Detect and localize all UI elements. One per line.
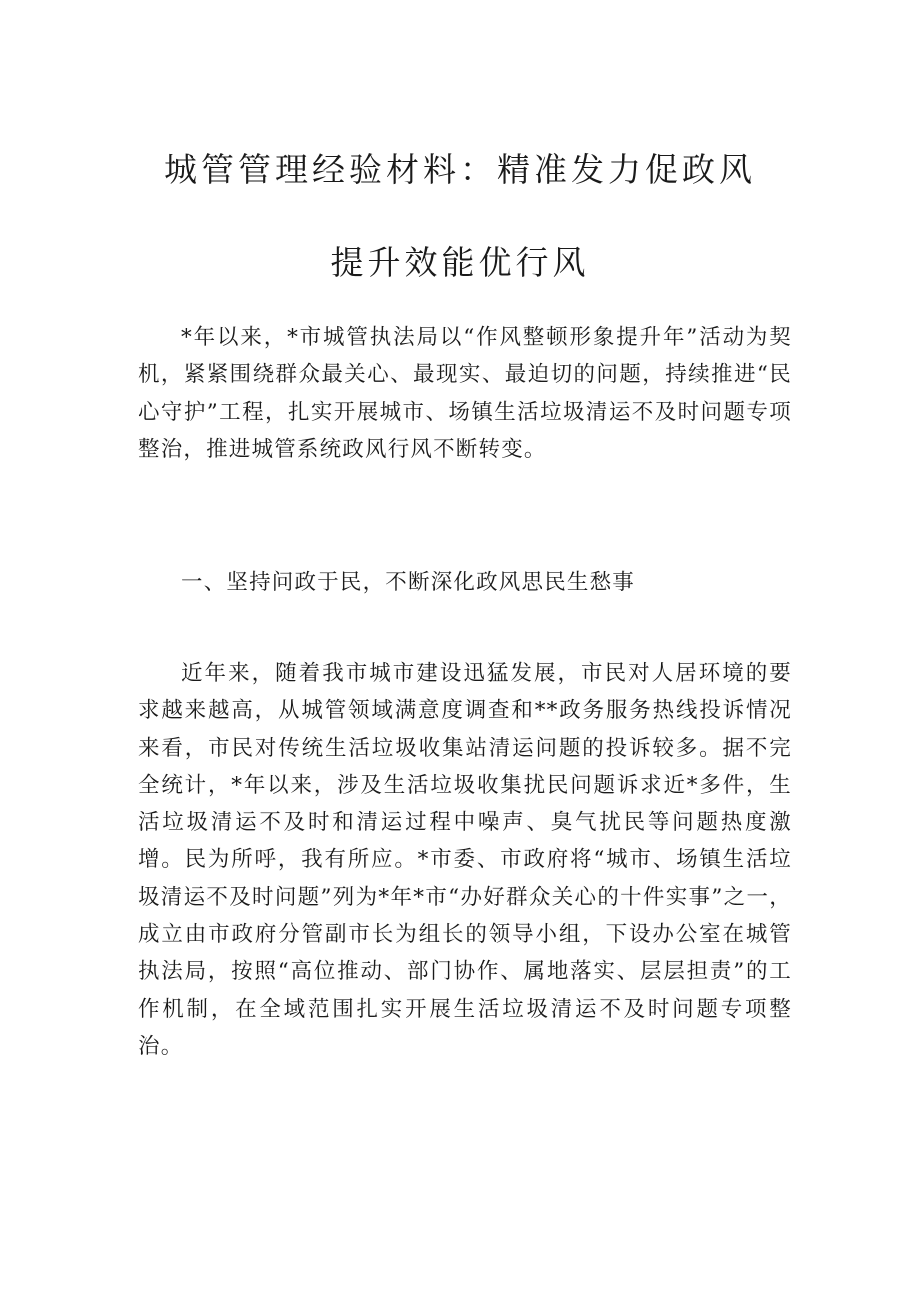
document-title-line-2: 提升效能优行风: [330, 243, 590, 282]
section-heading-1: 一、坚持问政于民，不断深化政风思民生愁事: [181, 570, 636, 595]
intro-paragraph: *年以来，*市城管执法局以“作风整顿形象提升年”活动为契机，紧紧围绕群众最关心、最现实、最迫切的问题，持续推进“民心守护”工程，扎实开展城市、场镇生活垃圾清运不及时问题专项整治，推进城管系统政风行风不断转变。: [138, 325, 792, 462]
document-title-line-1: 城管管理经验材料：精准发力促政风: [164, 150, 756, 189]
section-1-paragraph: 近年来，随着我市城市建设迅猛发展，市民对人居环境的要求越来越高，从城管领域满意度调查和**政务服务热线投诉情况来看，市民对传统生活垃圾收集站清运问题的投诉较多。据不完全统计，*年以来，涉及生活垃圾收集扰民问题诉求近*多件，生活垃圾清运不及时和清运过程中噪声、臭气扰民等问题热度激增。民为所呼，我有所应。*市委、市政府将“城市、场镇生活垃圾清运不及时问题”列为*年*市“办好群众关心的十件实事”之一，成立由市政府分管副市长为组长的领导小组，下设办公室在城管执法局，按照“高位推动、部门协作、属地落实、层层担责”的工作机制，在全域范围扎实开展生活垃圾清运不及时问题专项整治。: [138, 661, 792, 1059]
